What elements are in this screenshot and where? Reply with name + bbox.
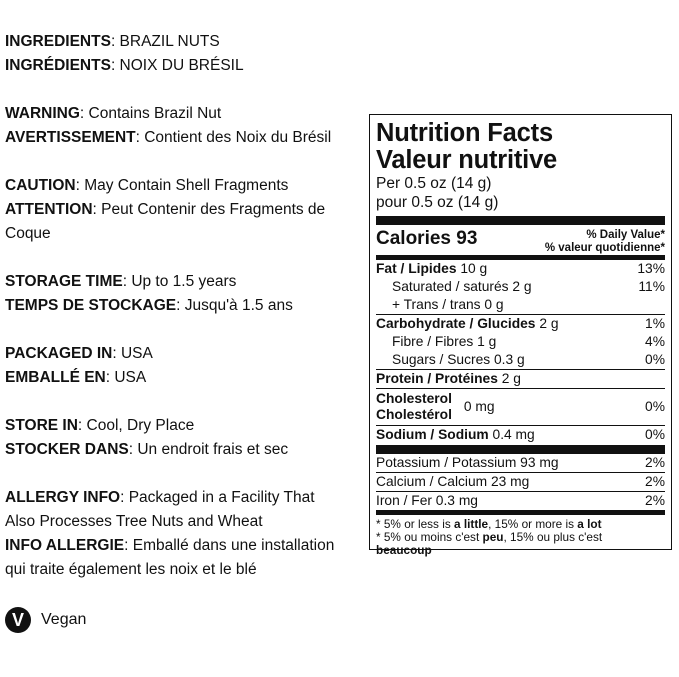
allergy-group bbox=[5, 486, 365, 582]
warning-value: : Contains Brazil Nut bbox=[79, 105, 222, 122]
allergy-fr-line bbox=[5, 534, 365, 558]
store-fr-line bbox=[5, 438, 365, 462]
sugars-row bbox=[376, 351, 665, 369]
allergy-value: : Packaged in a Facility That bbox=[120, 489, 315, 506]
ingredients-group bbox=[5, 30, 365, 78]
carb-row bbox=[376, 315, 665, 333]
footnote-en-bold-1: a little bbox=[454, 517, 489, 531]
protein-value: 2 g bbox=[501, 371, 521, 386]
store-value: : Cool, Dry Place bbox=[77, 417, 195, 434]
carb-label: Carbohydrate / Glucides bbox=[376, 316, 536, 331]
cholesterol-dv: 0% bbox=[645, 399, 665, 414]
packaged-fr-label: EMBALLÉ EN bbox=[5, 369, 106, 386]
ingredients-line bbox=[5, 30, 365, 54]
serving-size-en: Per 0.5 oz (14 g) bbox=[376, 175, 492, 192]
vegan-badge bbox=[5, 607, 86, 633]
allergy-fr-label: INFO ALLERGIE bbox=[5, 537, 125, 554]
sodium-value: 0.4 mg bbox=[492, 427, 535, 442]
caution-fr-value: : Peut Contenir des Fragments de bbox=[92, 201, 326, 218]
allergy-line bbox=[5, 486, 365, 510]
cholesterol-label bbox=[376, 391, 452, 423]
store-fr-label: STOCKER DANS bbox=[5, 441, 129, 458]
protein-label: Protein / Protéines bbox=[376, 371, 498, 386]
saturated-dv: 11% bbox=[638, 279, 665, 294]
warning-fr-line bbox=[5, 126, 365, 150]
iron-dv: 2% bbox=[645, 493, 665, 508]
allergy-fr-value: : Emballé dans une installation bbox=[124, 537, 335, 554]
packaged-fr-line bbox=[5, 366, 365, 390]
storage-group bbox=[5, 270, 365, 318]
fat-dv: 13% bbox=[637, 261, 665, 276]
trans-row bbox=[376, 296, 665, 314]
cholesterol-value: 0 mg bbox=[463, 399, 495, 414]
ingredients-fr-label: INGRÉDIENTS bbox=[5, 57, 111, 74]
allergy-label: ALLERGY INFO bbox=[5, 489, 121, 506]
packaged-value: : USA bbox=[112, 345, 153, 362]
fat-label: Fat / Lipides bbox=[376, 261, 457, 276]
footnote bbox=[376, 515, 665, 557]
nutrition-facts-panel bbox=[369, 114, 672, 557]
footnote-en-text: * 5% or less is bbox=[376, 517, 455, 531]
storage-value: : Up to 1.5 years bbox=[122, 273, 237, 290]
caution-value: : May Contain Shell Fragments bbox=[75, 177, 289, 194]
potassium-dv: 2% bbox=[645, 455, 665, 470]
calories-label: Calories 93 bbox=[376, 228, 478, 249]
footnote-fr-text: * 5% ou moins c'est bbox=[376, 530, 483, 544]
cholesterol-row bbox=[376, 389, 665, 425]
calories-row bbox=[376, 225, 665, 255]
packaged-group bbox=[5, 342, 365, 390]
footnote-fr-text-2: , 15% ou plus c'est bbox=[503, 530, 603, 544]
packaged-fr-value: : USA bbox=[105, 369, 147, 386]
store-fr-value: : Un endroit frais et sec bbox=[128, 441, 289, 458]
sodium-dv: 0% bbox=[645, 427, 665, 442]
storage-label: STORAGE TIME bbox=[5, 273, 123, 290]
footnote-fr-bold-2: beaucoup bbox=[376, 543, 432, 557]
trans-label: + Trans / trans 0 g bbox=[392, 297, 504, 312]
serving-size-fr: pour 0.5 oz (14 g) bbox=[376, 194, 499, 211]
nutrition-title-en: Nutrition Facts bbox=[376, 119, 553, 147]
packaged-label: PACKAGED IN bbox=[5, 345, 113, 362]
storage-fr-line bbox=[5, 294, 365, 318]
vegan-label: Vegan bbox=[41, 611, 87, 628]
nutrition-title-fr: Valeur nutritive bbox=[376, 146, 558, 174]
allergy-fr-line-2: qui traite également les noix et le blé bbox=[5, 561, 257, 578]
warning-fr-label: AVERTISSEMENT bbox=[5, 129, 136, 146]
store-label: STORE IN bbox=[5, 417, 78, 434]
caution-line bbox=[5, 174, 365, 198]
cholesterol-label-fr: Cholestérol bbox=[376, 407, 452, 422]
vegan-icon: V bbox=[5, 607, 31, 633]
storage-fr-value: : Jusqu'à 1.5 ans bbox=[176, 297, 293, 314]
potassium-row bbox=[376, 454, 665, 472]
cholesterol-label-en: Cholesterol bbox=[376, 391, 452, 406]
protein-row bbox=[376, 370, 665, 388]
storage-line bbox=[5, 270, 365, 294]
store-line bbox=[5, 414, 365, 438]
ingredients-value: : BRAZIL NUTS bbox=[110, 33, 220, 50]
ingredients-label: INGREDIENTS bbox=[5, 33, 111, 50]
cholesterol-group bbox=[376, 391, 495, 423]
iron-row bbox=[376, 492, 665, 510]
calcium-dv: 2% bbox=[645, 474, 665, 489]
caution-fr-line-2: Coque bbox=[5, 225, 51, 242]
sodium-row bbox=[376, 426, 665, 444]
caution-fr-label: ATTENTION bbox=[5, 201, 93, 218]
iron-label: Iron / Fer 0.3 mg bbox=[376, 493, 478, 508]
carb-dv: 1% bbox=[645, 316, 665, 331]
warning-fr-value: : Contient des Noix du Brésil bbox=[135, 129, 332, 146]
warning-group bbox=[5, 102, 365, 150]
warning-line bbox=[5, 102, 365, 126]
daily-value-en: % Daily Value* bbox=[586, 229, 665, 241]
storage-fr-label: TEMPS DE STOCKAGE bbox=[5, 297, 177, 314]
caution-group bbox=[5, 174, 365, 246]
fibre-label: Fibre / Fibres 1 g bbox=[392, 334, 497, 349]
ingredients-fr-line bbox=[5, 54, 365, 78]
allergy-line-2: Also Processes Tree Nuts and Wheat bbox=[5, 513, 263, 530]
saturated-row bbox=[376, 278, 665, 296]
carb-value: 2 g bbox=[539, 316, 559, 331]
divider-thick bbox=[376, 445, 665, 454]
sugars-dv: 0% bbox=[645, 352, 665, 367]
fibre-dv: 4% bbox=[645, 334, 665, 349]
daily-value-header bbox=[545, 227, 665, 255]
product-info bbox=[5, 30, 365, 606]
potassium-label: Potassium / Potassium 93 mg bbox=[376, 455, 559, 470]
warning-label: WARNING bbox=[5, 105, 80, 122]
sodium-label: Sodium / Sodium bbox=[376, 427, 489, 442]
sugars-label: Sugars / Sucres 0.3 g bbox=[392, 352, 525, 367]
daily-value-fr: % valeur quotidienne* bbox=[544, 242, 665, 254]
packaged-line bbox=[5, 342, 365, 366]
fat-value: 10 g bbox=[460, 261, 488, 276]
calcium-label: Calcium / Calcium 23 mg bbox=[376, 474, 530, 489]
store-group bbox=[5, 414, 365, 462]
divider-thick bbox=[376, 216, 665, 225]
calcium-row bbox=[376, 473, 665, 491]
fat-row bbox=[376, 260, 665, 278]
footnote-en-bold-2: a lot bbox=[577, 517, 602, 531]
fibre-row bbox=[376, 333, 665, 351]
caution-fr-line bbox=[5, 198, 365, 222]
footnote-fr-bold-1: peu bbox=[482, 530, 504, 544]
footnote-fr-line-2 bbox=[376, 544, 665, 557]
saturated-label: Saturated / saturés 2 g bbox=[392, 279, 532, 294]
ingredients-fr-value: : NOIX DU BRÉSIL bbox=[110, 57, 244, 74]
caution-label: CAUTION bbox=[5, 177, 76, 194]
footnote-en-text-2: , 15% or more is bbox=[488, 517, 578, 531]
